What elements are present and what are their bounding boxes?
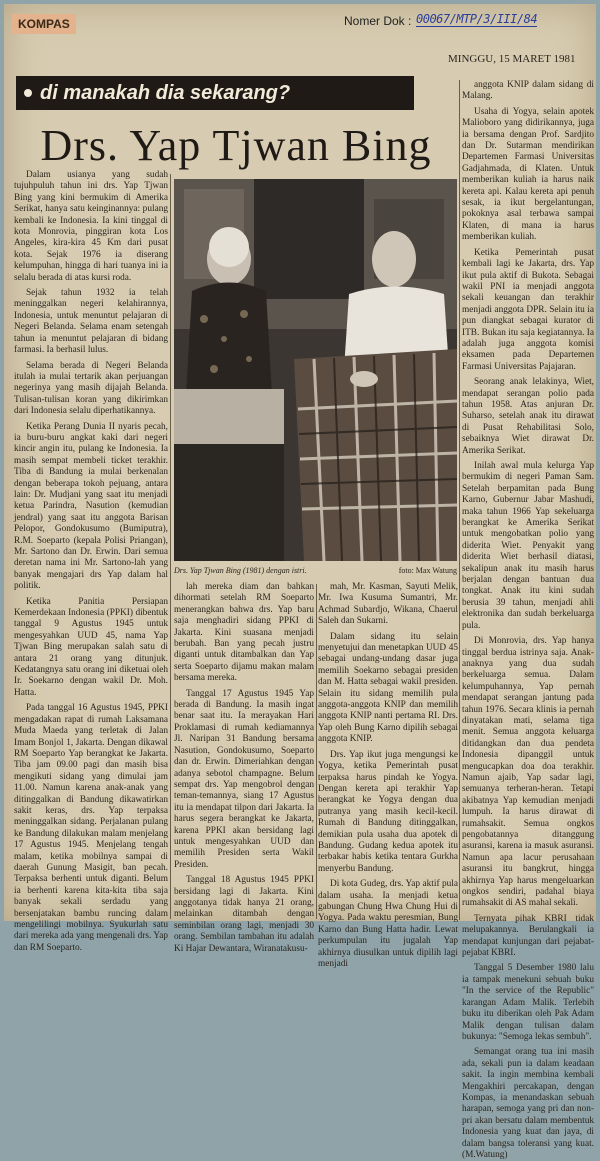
article-paragraph: Drs. Yap ikut juga mengungsi ke Yogya, ketika Pemerintah pusat terpaksa harus pindah ke Yogya. Dengan kereta api terakhir Yap berangkat ke Yogya dengan dua putranya yang masih kecil-kecil. Rumah di Bandung ditinggalkan, demikian pula usaha dua apotek di Bandung. Gudang kedua apotek itu terbakar habis ketika tentara Gurkha menyerbu Bandung. xyxy=(318,749,458,874)
article-paragraph: Inilah awal mula kelurga Yap bermukim di negeri Paman Sam. Setelah berpamitan pada Bung Karno, Gubernur Jabar Mashudi, maka tahun 1966 Yap sekeluarga berangkat ke Amerika Serikat untuk mengobatkan polio yang diderita Wiet. Penyakit yang diderita Wiet berhasil diatasi, sekalipun anak itu masih harus berjalan dengan bantuan dua tongkat. Anak itu kini sudah berusia 39 tahun, menjadi ahli elektronika dan sudah berkeluarga pula. xyxy=(462,461,594,631)
article-paragraph: Di kota Gudeg, drs. Yap aktif pula dalam usaha. Ia menjadi ketua gabungan Chung Hwa Chung Hui di Yogya. Pada waktu peresmian, Bung Karno dan Bung Hatta hadir. Lewat perkumpulan itu jugalah Yap akhirnya diusulkan untuk dipilih lagi menjadi xyxy=(318,879,458,969)
article-paragraph: mah, Mr. Kasman, Sayuti Melik, Mr. Iwa Kusuma Sumantri, Mr. Achmad Subardjo, Wikana, Chaerul Saleh dan Sukarni. xyxy=(318,582,458,627)
article-paragraph: Selama berada di Negeri Belanda itulah ia mulai tertarik akan perjuangan negerinya yang masih dijajah Belanda. Tulisan-tulisan koran yang dikirimkan dari Indonesia selalu diperhatikannya. xyxy=(14,360,168,417)
doc-number-label: Nomer Dok : xyxy=(344,14,412,28)
section-banner-text: di manakah dia sekarang? xyxy=(40,82,291,104)
article-paragraph: Ketika Pemerintah pusat kembali lagi ke Jakarta, drs. Yap ikut pula aktif di Bukota. Sebagai wakil PNI ia menjadi anggota sekali keuangan dan terakhir menjadi anggota DPR. Selain itu ia pun diangkat sebagai kurator di ITB. Bukan itu saja kegiatannya. Ia adalah juga anggota komisi eksamen pada Departemen Farmasi Universitas Pajajaran. xyxy=(462,247,594,372)
article-paragraph: Dalam usianya yang sudah tujuhpuluh tahun ini drs. Yap Tjwan Bing yang kini bermukim di Amerika Serikat, hanya satu keinginannya: pulang kembali ke Indonesia. Ia kini tinggal di kota Monrovia, pinggiran kota Los Angeles, kira-kira 45 Km dari pusat kota. Sejak 1976 ia diserang kelumpuhan, hingga di hari tuanya ini ia selalu berada di atas kursi roda. xyxy=(14,170,168,283)
photo-caption xyxy=(174,566,457,578)
article-paragraph: Usaha di Yogya, selain apotek Malioboro yang didirikannya, juga ia bersama dengan Prof. Sardjito dan Dr. Sutarman mendirikan Departemen Farmasi Universitas Gadjahmada, di Klaten. Untuk memberikan kuliah ia harus naik kereta api. Kalau kereta api penuh sesak, ia ikut bergelantungan, pokoknya asal terbawa sampai Klaten, di mana ia harus memberikan kuliah. xyxy=(462,106,594,243)
article-paragraph: Tanggal 17 Agustus 1945 Yap berada di Bandung. Ia masih ingat benar saat itu. Ia merayakan Hari Proklamasi di rumah kediamannya Jl. Naripan 31 Bandung bersama Nasution, Gondokusumo, Soeparto dan dr. Erwin. Dimeriahkan dengan adanya sebotol champagne. Belum sempat drs. Yap mengobrol dengan teman-temannya, siang 17 Agustus itu ia mendapat tilpon dari Jakarta. Ia harus segera berangkat ke Jakarta, karena PPKI akan bersidang lagi untuk mengesyahkan UUD dan memilih Presiden serta Wakil Presiden. xyxy=(174,688,314,870)
article-column-4 xyxy=(462,80,594,1160)
article-paragraph: anggota KNIP dalam sidang di Malang. xyxy=(462,80,594,102)
publication-date: MINGGU, 15 MARET 1981 xyxy=(448,53,576,65)
article-paragraph: Sejak tahun 1932 ia telah meninggalkan negeri kelahirannya, Indonesia, untuk menuntut pelajaran di Negeri Belanda. Selama enam setengah tahun ia menuntut pelajaran di bidang farmasi. Ia berhasil lulus. xyxy=(14,288,168,356)
bullet-icon xyxy=(24,89,32,97)
article-paragraph: Ketika Panitia Persiapan Kemerdekaan Indonesia (PPKI) dibentuk tanggal 9 Agustus 1945 untuk mengesyahkan UUD 45, nama Yap Tjwan Bing merupakan salah satu di antara 21 orang yang ditunjuk. Kedatangnya satu orang ini diketuai oleh Ir. Soekarno dengan wakil Dr. Moh. Hatta. xyxy=(14,596,168,698)
column-divider xyxy=(316,584,317,919)
section-banner xyxy=(16,76,414,110)
article-photo xyxy=(174,179,457,561)
article-paragraph: Pada tanggal 16 Agustus 1945, PPKI mengadakan rapat di rumah Laksamana Muda Maeda yang terletak di Jalan Imam Bonjol 1, Jakarta. Dengan dikawal RM Soeparto Yap berangkat ke Jakarta. Tiba jam 09.00 pagi dan masih bisa mengikuti sidang yang dimulai jam 11.00. Namun karena anak-anak yang ditinggalkan di Bandung dikawatirkan sakit keras, drs. Yap terpaksa meninggalkan sidang. Perjalanan pulang ke Bandung dilakukan malam menjelang 17 Agustus 1945. Menjelang tengah malam, ketika mobilnya sampai di daerah Gunung Masigit, ban pecah. Terpaksa berhenti untuk diganti. Belum ia berhenti karena kita-kita tiba saja banyak sekali serdadu yang bersenjatakan bambu runcing dalam mengelilingi mobilnya. Syukurlah satu dari mereka ada yang mengenali drs. Yap dan RM Soeparto. xyxy=(14,703,168,953)
column-divider xyxy=(459,80,460,920)
article-column-1 xyxy=(14,170,168,953)
newspaper-clipping xyxy=(4,4,596,1160)
photo-illustration xyxy=(174,179,457,561)
article-paragraph: Seorang anak lelakinya, Wiet, mendapat serangan polio pada tahun 1958. Atas anjuran Dr. Suharso, setelah anak itu dirawat di Pusat Rehabilitasi Solo, sebaiknya Wiet dirawat Dr. Amerika Serikat. xyxy=(462,377,594,456)
photo-credit: foto: Max Watung xyxy=(398,566,457,575)
article-paragraph: Ternyata pihak KBRI tidak melupakannya. Berulangkali ia mendapat kunjungan dari pejabat-pejabat KBRI. xyxy=(462,913,594,959)
doc-number: 00067/MTP/3/III/84 xyxy=(416,12,538,26)
article-paragraph: Tanggal 18 Agustus 1945 PPKI bersidang lagi di Jakarta. Kini anggotanya tidak hanya 21 orang, melainkan ditambah dengan seminbilan orang lagi, menjadi 30 orang. Sembilan tambahan itu adalah Ki Hajar Dewantara, Wiranatakusu- xyxy=(174,875,314,954)
article-paragraph: Semangat orang tua ini masih ada, sekali pun ia dalam keadaan sakit. Ia ingin membina kembali Mengakhiri percakapan, dengan Kompas, ia menandaskan sebuah harapan, semoga yang pri dan non-pri akan bersatu dalam membentuk Indonesia yang kuat dan jaya, di dalam bangsa toleransi yang kuat. (M.Watung) xyxy=(462,1047,594,1160)
photo-caption-text: Drs. Yap Tjwan Bing (1981) dengan istri. xyxy=(174,566,307,575)
article-column-2 xyxy=(174,582,314,954)
article-paragraph: Tanggal 5 Desember 1980 lalu ia tampak menekuni sebuah buku "In the service of the Republic" karangan Adam Malik. Terlebih buku itu diberikan oleh Pak Adam Malik dengan tulisan dalam bukunya: "Semoga lekas sembuh". xyxy=(462,963,594,1042)
article-paragraph: lah mereka diam dan bahkan dihormati setelah RM Soeparto menerangkan bahwa drs. Yap baru saja menghadiri sidang PPKI di Jakarta. Kini suasana menjadi berubah. Ban yang pecah justru diganti untuk ditambalkan dan Yap serta Soeparto dijamu makan malam bersama mereka. xyxy=(174,582,314,684)
article-paragraph: Di Monrovia, drs. Yap hanya tinggal berdua istrinya saja. Anak-anaknya yang dua sudah berkeluarga semua. Dalam kelumpuhannya, Yap pernah mendapat serangan jantung pada tahun 1976. Secara klinis ia pernah dinyatakan mati, selama tiga menit. Semua anggota keluarga ditidangkan dan dua pendeta Indonesia dipanggil untuk mengucapkan doa doa terakhir. Namun ajaib, Yap sadar lagi, semuanya terheran-heran. Tetapi akibatnya Yap kemudian menjadi lumpuh. Ia harus dirawat di rumahsakit. Semua ongkos pengobatannya ditanggung asuransi, karena ia masuk asuransi. Namun apa lacur perusahaan asuransi itu bangkrut, hingga akhirnya Yap harus mengeluarkan ongkos sendiri, padahal biaya rumahsakit di AS mahal sekali. xyxy=(462,636,594,909)
article-column-3 xyxy=(318,582,458,969)
article-headline: Drs. Yap Tjwan Bing xyxy=(40,121,432,170)
article-paragraph: Ketika Perang Dunia II nyaris pecah, ia buru-buru angkat kaki dari negeri kincir angin itu, pulang ke Indonesia. Ia masih sempat membeli ticket terakhir. Tiba di Bandung ia mulai berkenalan dengan beberapa tokoh pejuang, antara lain: Dr. Mudjani yang saat itu menjadi ketua Parindra, Nasution (kemudian jendral) yang saat itu anggota Barisan Pelopor, Gondokusumo (Bumiputra), R.M. Soeparto (kepala Polisi Priangan), Mr. Sartono dan Dr. Erwin. Dari semua deretan nama ini Mr. Sartono-lah yang banyak mengajari drs Yap dalam hal politik. xyxy=(14,421,168,592)
article-paragraph: Dalam sidang itu selain menyetujui dan menetapkan UUD 45 sebagai undang-undang dasar juga memilih Soekarno sebagai presiden dan M. Hatta sebagai wakil presiden. Selain itu sidang memilih pula anggota-anggota KNIP dan memilih anggota KNIP nanti pertama RI. Drs. Yap oleh Bung Karno dipilih sebagai anggota KNIP. xyxy=(318,631,458,745)
column-divider xyxy=(170,174,171,919)
source-tag: KOMPAS xyxy=(12,14,76,34)
